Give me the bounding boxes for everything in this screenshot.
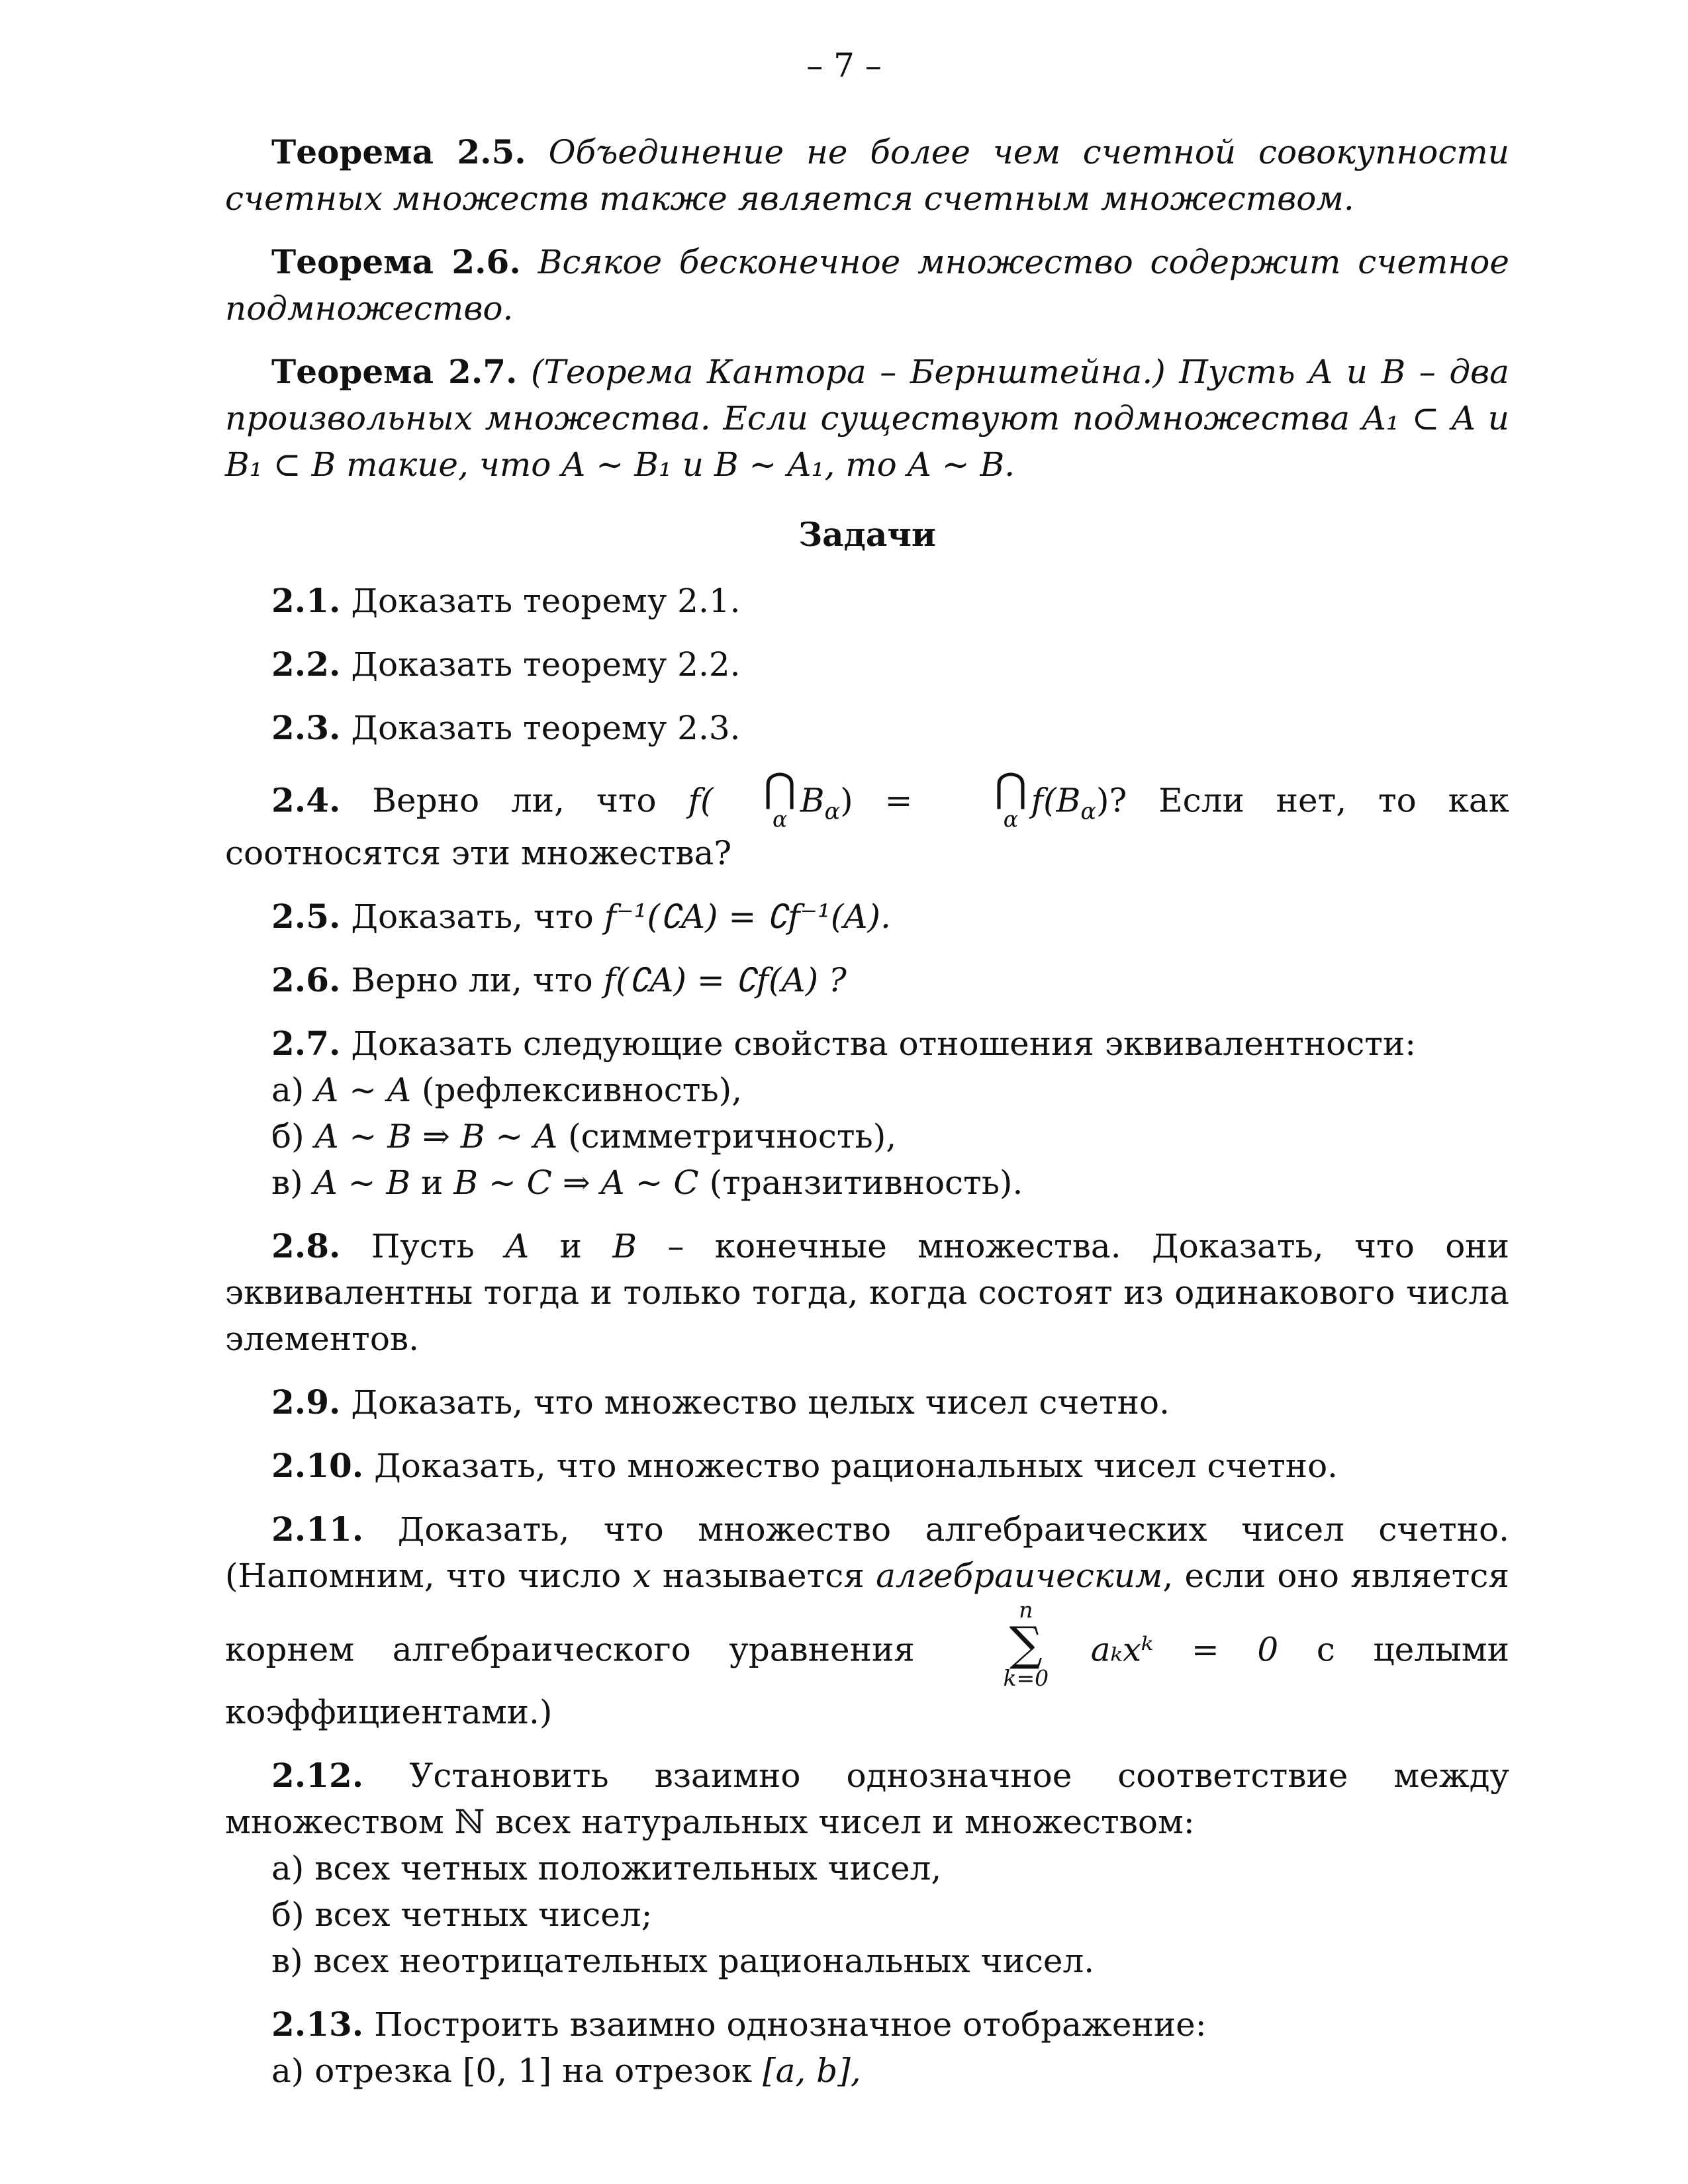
- problem-2-9: [225, 1379, 1509, 1426]
- sum-body: aₖxᵏ = 0: [1090, 1630, 1279, 1669]
- problem-2-7: [225, 1021, 1509, 1067]
- intersection-symbol: ⋂: [763, 765, 796, 811]
- theorem-text: такие, что: [346, 445, 551, 484]
- list-item: [271, 1160, 1509, 1206]
- formula-lhs-open: f(: [688, 781, 714, 820]
- theorem-text: Всякое бесконечное множество содержит счетное подмножество.: [225, 243, 1510, 328]
- theorem-label: Теорема 2.5.: [271, 132, 526, 171]
- page-number: – 7 –: [806, 46, 882, 85]
- math-x: x: [632, 1557, 651, 1595]
- problem-text: всех натуральных чисел и множеством:: [495, 1803, 1195, 1841]
- formula: A ∼ A: [314, 1071, 412, 1109]
- formula-lhs-sub: α: [824, 798, 841, 825]
- formula: B ∼ C ⇒ A ∼ C: [453, 1163, 699, 1202]
- formula: f(∁A) = ∁f(A) ?: [603, 961, 847, 999]
- list-item: а) всех четных положительных чисел,: [271, 1849, 942, 1888]
- problem-text: Пусть: [371, 1227, 475, 1265]
- math-naturals: ℕ: [454, 1803, 485, 1841]
- theorem-text: и: [1487, 399, 1509, 437]
- problem-2-8: [225, 1223, 1509, 1362]
- problem-text: , если оно является корнем алгебраического уравнения: [225, 1557, 1509, 1669]
- item-mid: и: [421, 1163, 444, 1202]
- formula: f⁻¹(∁A) = ∁f⁻¹(A).: [604, 897, 891, 936]
- item-prefix: б): [271, 1117, 305, 1156]
- theorem-text: и: [1346, 353, 1368, 391]
- item-prefix: а): [271, 1071, 305, 1109]
- problem-2-7-items: [271, 1067, 1509, 1206]
- problem-2-13: [225, 2001, 1509, 2048]
- list-item: [271, 2048, 1509, 2094]
- list-item: [271, 1067, 1509, 1113]
- intersection-symbol: ⋂: [994, 765, 1027, 811]
- problem-2-1: [225, 578, 1509, 624]
- interval-ab: [a, b],: [763, 2052, 861, 2090]
- item-suffix: (симметричность),: [568, 1117, 897, 1156]
- problem-number: 2.11.: [271, 1510, 364, 1549]
- problem-number: 2.6.: [271, 960, 341, 999]
- intersection-index: α: [1003, 806, 1019, 832]
- sum-symbol: ∑: [1009, 1617, 1043, 1671]
- problem-text: Доказать, что множество рациональных чисел счетно.: [374, 1447, 1338, 1485]
- problem-text: Если нет, то как соотносятся эти множества?: [225, 781, 1509, 872]
- intersection-operator: [718, 765, 796, 832]
- problem-number: 2.7.: [271, 1024, 341, 1063]
- list-item: б) всех четных чисел;: [271, 1895, 653, 1934]
- problem-2-5: [225, 893, 1509, 940]
- problem-2-2: [225, 641, 1509, 688]
- problem-text: Доказать, что множество алгебраических чисел счетно. (Напомним, что число: [225, 1510, 1510, 1595]
- formula-rhs: f(B: [1031, 781, 1081, 820]
- formula-lhs-set: B: [800, 781, 825, 820]
- sum-upper-limit: n: [1019, 1597, 1033, 1623]
- problem-2-13-items: [271, 2048, 1509, 2094]
- problem-number: 2.12.: [271, 1756, 364, 1795]
- problem-2-6: [225, 957, 1509, 1003]
- math-A: A: [1309, 353, 1333, 391]
- theorem-2-7: [225, 349, 1509, 488]
- theorem-label: Теорема 2.6.: [271, 242, 521, 281]
- math-A1-subset-A: A₁ ⊂ A: [1362, 399, 1476, 437]
- theorem-text: Объединение не более чем счетной совокупности счетных множеств также является счетным множеством.: [225, 133, 1509, 218]
- math-B1-subset-B: B₁ ⊂ B: [225, 445, 336, 484]
- problem-text: Доказать теорему 2.3.: [351, 709, 741, 747]
- math-B: B: [1381, 353, 1406, 391]
- problem-2-4: [225, 765, 1509, 876]
- formula: A ∼ B ⇒ B ∼ A: [314, 1117, 558, 1156]
- problem-text: Доказать теорему 2.2.: [351, 645, 741, 684]
- list-item: в) всех неотрицательных рациональных чисел.: [271, 1942, 1095, 1980]
- item-prefix: в): [271, 1163, 303, 1202]
- problem-2-12: [225, 1752, 1509, 1845]
- problem-text: Доказать следующие свойства отношения эквивалентности:: [351, 1024, 1417, 1063]
- math-B: B: [612, 1227, 637, 1265]
- problem-2-11: [225, 1506, 1509, 1735]
- problem-text: Верно ли, что: [372, 781, 657, 820]
- section-title: Задачи: [798, 515, 936, 554]
- emphasis-term: алгебраическим: [876, 1557, 1163, 1595]
- formula-rhs-sub: α: [1080, 798, 1096, 825]
- problem-text: и: [559, 1227, 582, 1265]
- problem-number: 2.8.: [271, 1226, 341, 1265]
- problem-text: – конечные множества. Доказать, что они эквивалентны тогда и только тогда, когда состоят из одинакового числа элементов.: [225, 1227, 1509, 1358]
- problem-number: 2.3.: [271, 708, 341, 747]
- problem-2-12-items: [271, 1845, 1509, 1984]
- problem-number: 2.10.: [271, 1446, 364, 1485]
- problem-text: Верно ли, что: [351, 961, 593, 999]
- problem-number: 2.9.: [271, 1383, 341, 1422]
- problem-text: Доказать, что множество целых чисел счетно.: [351, 1383, 1170, 1422]
- problem-text: с целыми коэффициентами.): [225, 1630, 1510, 1731]
- problem-text: Доказать теорему 2.1.: [351, 582, 741, 620]
- math-A-sim-B: A ∼ B.: [907, 445, 1015, 484]
- formula-lhs-close: ): [840, 781, 853, 820]
- theorem-text: и: [682, 445, 704, 484]
- theorem-2-6: [225, 239, 1509, 332]
- problem-text: Установить взаимно однозначное соответствие между множеством: [225, 1756, 1509, 1841]
- sum-lower-limit: k=0: [1003, 1665, 1049, 1691]
- math-A: A: [505, 1227, 530, 1265]
- problem-number: 2.2.: [271, 645, 341, 684]
- theorem-text: – два произвольных множества. Если существуют подмножества: [225, 353, 1509, 437]
- sum-operator: [957, 1599, 1049, 1689]
- problem-number: 2.1.: [271, 581, 341, 620]
- problem-text: Доказать, что: [351, 897, 594, 936]
- formula-eq: =: [853, 781, 945, 820]
- item-mid: на отрезок: [562, 2052, 753, 2090]
- theorem-label: Теорема 2.7.: [271, 352, 518, 391]
- math-B-sim-A1: B ∼ A₁: [714, 445, 825, 484]
- intersection-operator-rhs: [948, 765, 1027, 832]
- item-suffix: (транзитивность).: [709, 1163, 1023, 1202]
- problem-number: 2.4.: [271, 780, 341, 820]
- problem-number: 2.5.: [271, 897, 341, 936]
- interval-01: [0, 1]: [462, 2052, 552, 2090]
- formula-rhs-close: )?: [1096, 781, 1127, 820]
- theorem-text: , то: [824, 445, 897, 484]
- problem-text: Построить взаимно однозначное отображение:: [374, 2005, 1207, 2044]
- item-prefix: а) отрезка: [271, 2052, 452, 2090]
- list-item: [271, 1113, 1509, 1160]
- math-A-sim-B1: A ∼ B₁: [561, 445, 672, 484]
- theorem-text: (Теорема Кантора – Бернштейна.) Пусть: [530, 353, 1295, 391]
- problem-number: 2.13.: [271, 2005, 364, 2044]
- problem-text: называется: [662, 1557, 865, 1595]
- intersection-index: α: [773, 806, 788, 832]
- problem-2-3: [225, 705, 1509, 751]
- formula: A ∼ B: [313, 1163, 411, 1202]
- page-content: [225, 129, 1509, 2111]
- item-suffix: (рефлексивность),: [422, 1071, 743, 1109]
- theorem-2-5: [225, 129, 1509, 222]
- problem-2-10: [225, 1443, 1509, 1489]
